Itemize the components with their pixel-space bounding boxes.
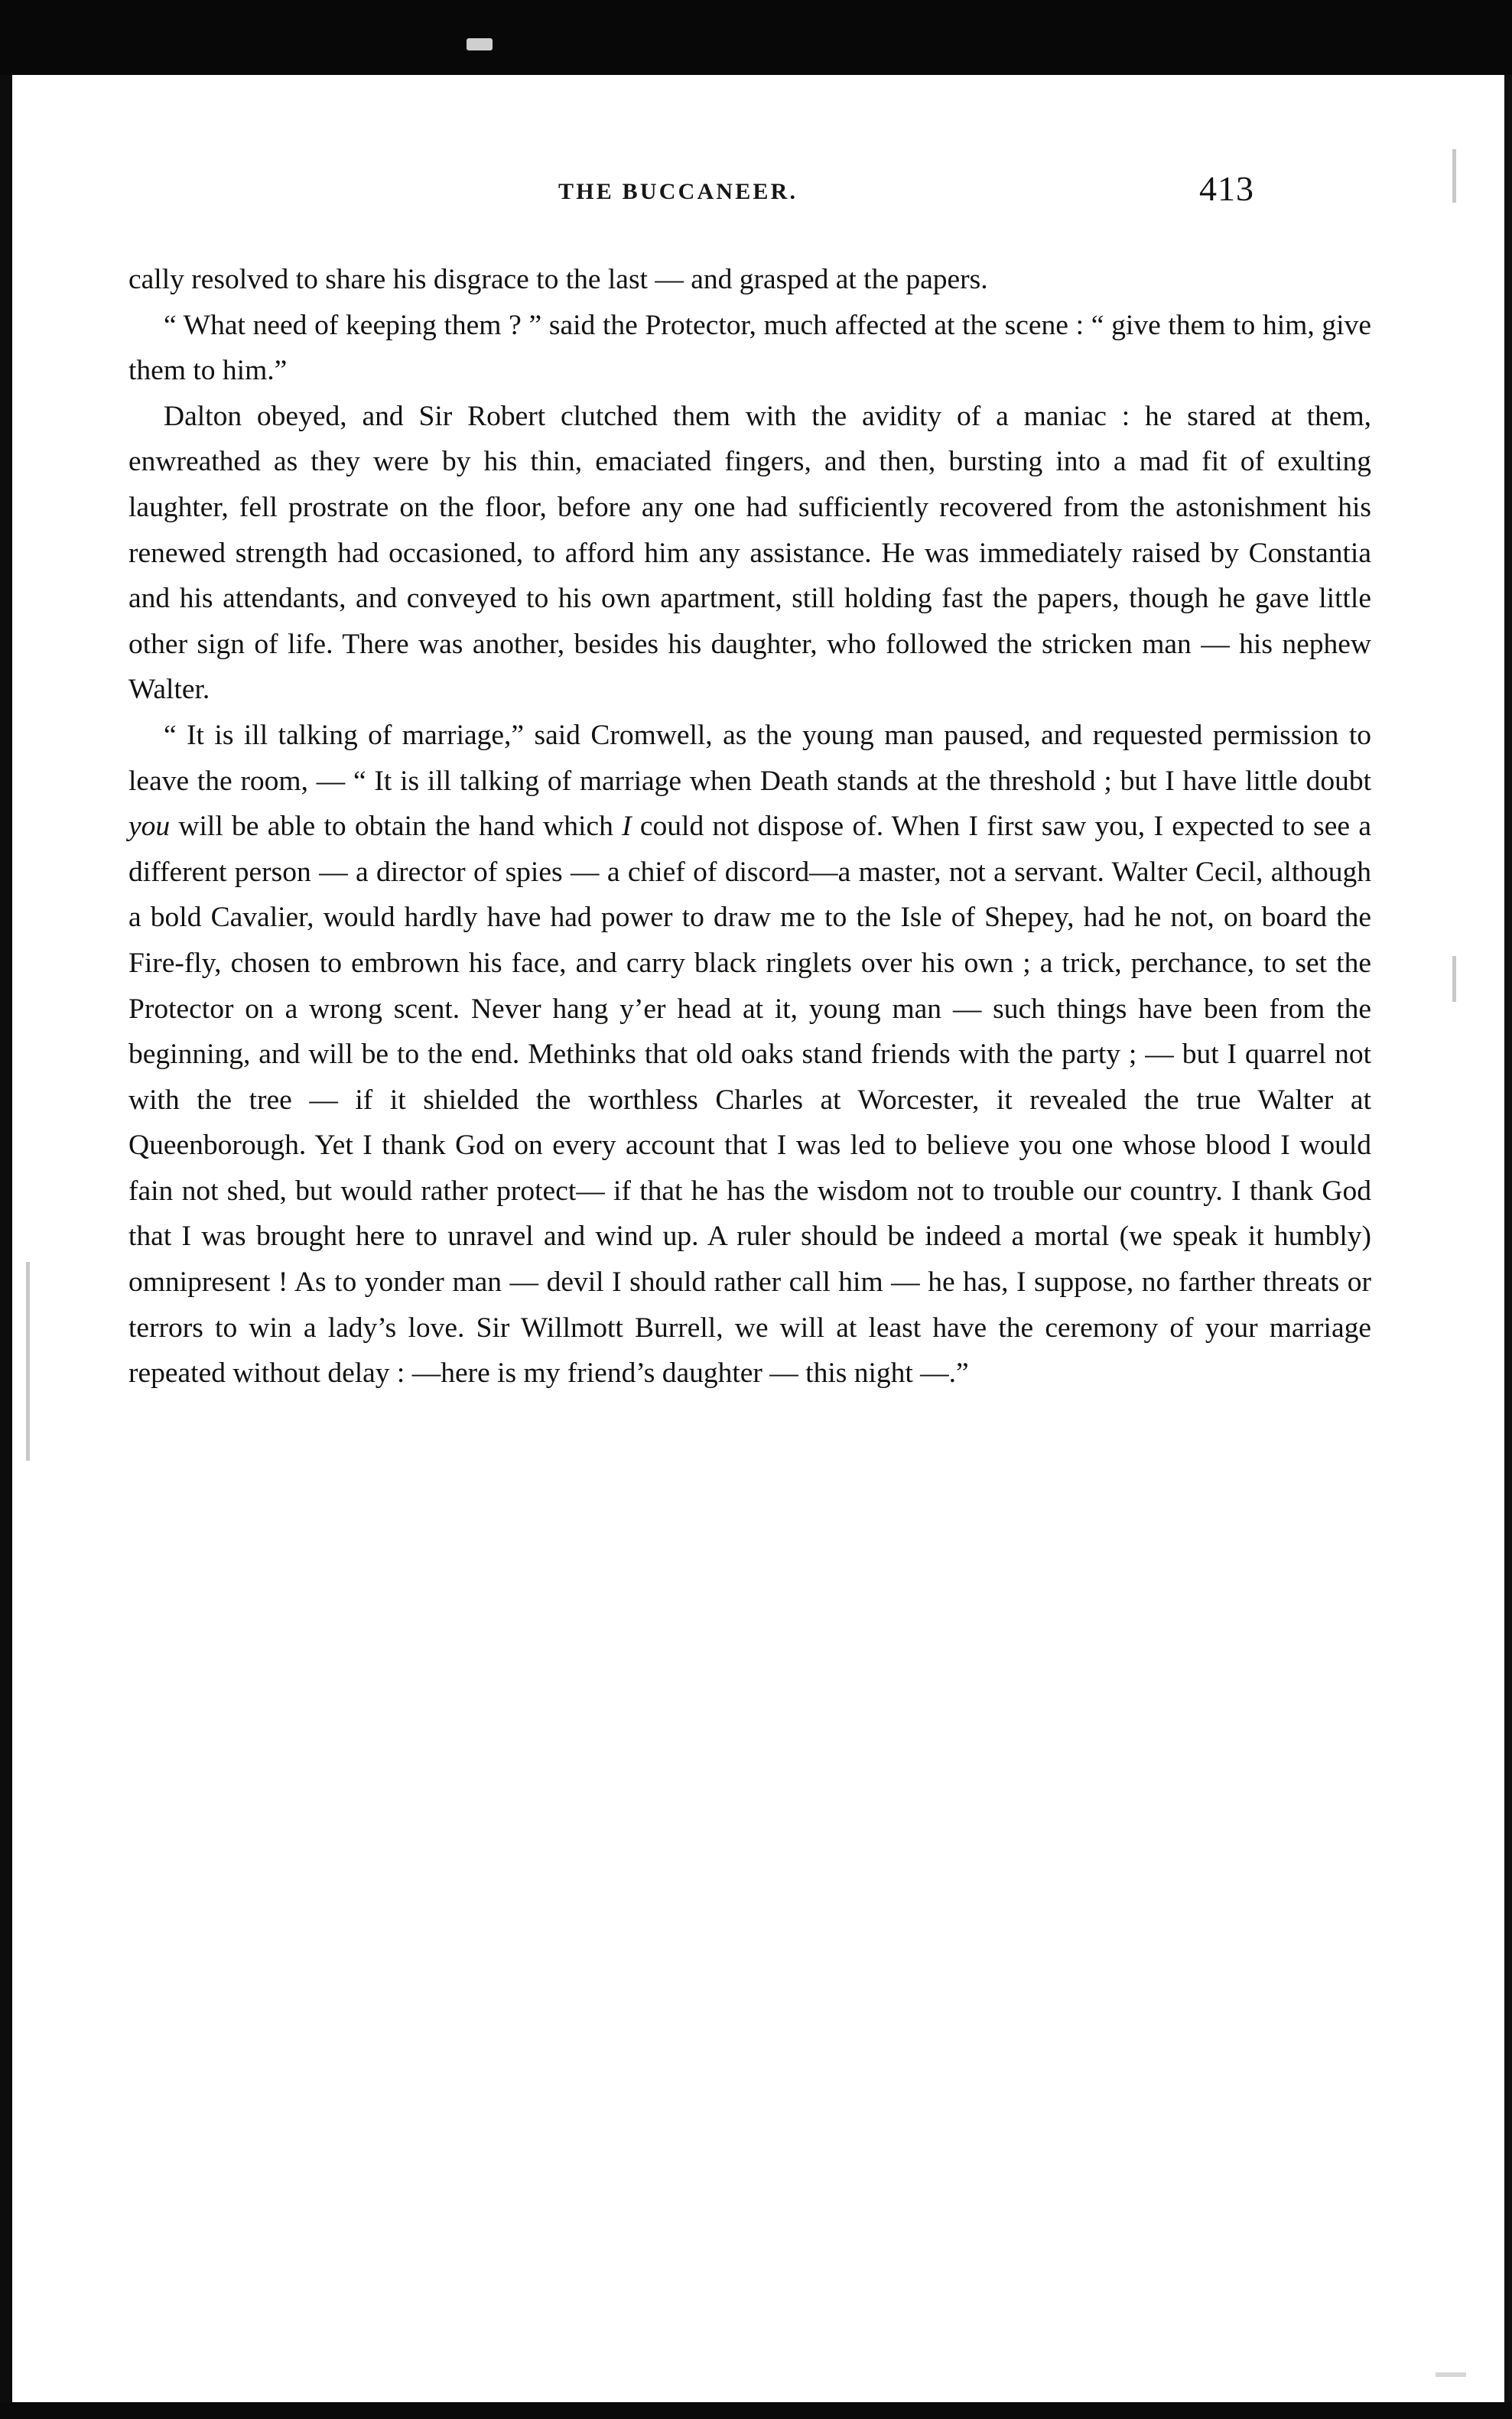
body-paragraph: “ What need of keeping them ? ” said the Protector, much affected at the scene : “ give them to him, give them to him.” xyxy=(128,309,1371,387)
scan-artifact-notch xyxy=(467,38,493,50)
page-number: 413 xyxy=(1199,169,1254,208)
body-paragraph: cally resolved to share his disgrace to the last — and grasped at the papers. xyxy=(128,264,988,295)
scan-border-top xyxy=(0,0,1512,75)
scan-border-bottom xyxy=(0,2402,1512,2419)
body-paragraph: Dalton obeyed, and Sir Robert clutched them with the avidity of a maniac : he stared at them, enwreathed as they were by his thin, emaciated fingers, and then, bursting into a mad fit of exulting laughter, fell prostrate on the floor, before any one had sufficiently recovered from the astonishment his renewed strength had occasioned, to afford him any assistance. He was immediately raised by Constantia and his attendants, and conveyed to his own apartment, still holding fast the papers, though he gave little other sign of life. There was another, besides his daughter, who followed the stricken man — his nephew Walter. xyxy=(128,400,1371,706)
book-page xyxy=(0,75,1512,2402)
page-body-text xyxy=(128,257,1371,1396)
running-head: THE BUCCANEER. xyxy=(558,179,798,204)
page-header xyxy=(122,169,1400,217)
body-paragraph: “ It is ill talking of marriage,” said Cromwell, as the young man paused, and requested permission to leave the room, — “ It is ill talking of marriage when Death stands at the threshold ; but I have little doubt you will be able to obtain the hand which I could not dispose of. When I first saw you, I expected to see a different person — a director of spies — a chief of discord—a master, not a servant. Walter Cecil, although a bold Cavalier, would hardly have had power to draw me to the Isle of Shepey, had he not, on board the Fire-fly, chosen to embrown his face, and carry black ringlets over his own ; a trick, perchance, to set the Protector on a wrong scent. Never hang yʼer head at it, young man — such things have been from the beginning, and will be to the end. Methinks that old oaks stand friends with the party ; — but I quarrel not with the tree — if it shielded the worthless Charles at Worcester, it revealed the true Walter at Queenborough. Yet I thank God on every account that I was led to believe you one whose blood I would fain not shed, but would rather protect— if that he has the wisdom not to trouble our country. I thank God that I was brought here to unravel and wind up. A ruler should be indeed a mortal (we speak it humbly) omnipresent ! As to yonder man — devil I should rather call him — he has, I suppose, no farther threats or terrors to win a lady’s love. Sir Willmott Burrell, we will at least have the ceremony of your marriage repeated without delay : —here is my friend’s daughter — this night —.” xyxy=(128,719,1371,1390)
